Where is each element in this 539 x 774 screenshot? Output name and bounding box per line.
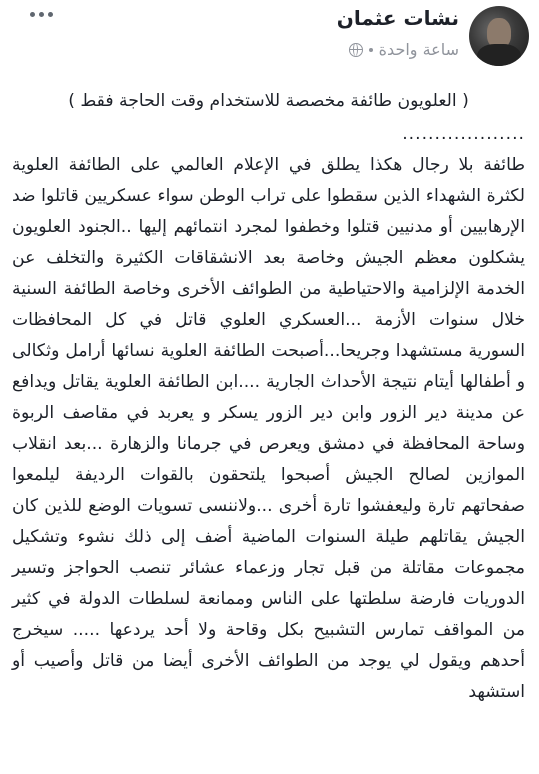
post-content [12,86,525,708]
separator-dot [369,48,373,52]
globe-icon[interactable] [349,43,363,57]
post-timestamp[interactable]: ساعة واحدة [378,40,459,59]
post-body: طائفة بلا رجال هكذا يطلق في الإعلام العالمي على الطائفة العلوية لكثرة الشهداء الذين سقطوا على تراب الوطن سواء عسكريين قاتلوا ضد الإرهابيين أو مدنيين قتلوا وخطفوا لمجرد انتمائهم إليها ..الجنود العلويون يشكلون معظم الجيش وخاصة بعد الانشقاقات الكثيرة والتخلف عن الخدمة الإلزامية والاحتياطية من الطوائف الأخرى وخاصة الطائفة السنية خلال سنوات الأزمة ...العسكري العلوي قاتل في كل المحافظات السورية مستشهدا وجريحا...أصبحت الطائفة العلوية نسائها أرامل وثكالى و أطفالها أيتام نتيجة الأحداث الجارية ....ابن الطائفة العلوية يقاتل ويدافع عن مدينة دير الزور وابن دير الزور يسكر و يعربد في مقاصف الربوة وساحة المحافظة في دمشق ويعرص في جرمانا والزهارة ...بعد انقلاب الموازين لصالح الجيش أصبحوا يلتحقون بالقوات الرديفة ليلمعوا صفحاتهم تارة وليعفشوا تارة أخرى ...ولاننسى تسويات الوضع للذين كان الجيش يقاتلهم طيلة السنوات الماضية أضف إلى ذلك نشوء وتشكيل مجموعات مقاتلة من قبل تجار وزعماء عشائر تنصب الحواجز وتسير الدوريات فارضة سلطتها على الناس وممانعة لسلطات الدولة في كثير من المواقف تمارس التشبيح بكل وقاحة ولا أحد يردعها ..... سيخرج أحدهم ويقول لي يوجد من الطوائف الأخرى أيضا من قاتل وأصيب أو استشهد [12,155,525,702]
avatar-body [477,44,521,66]
post-header [0,0,539,80]
post-meta [349,40,459,59]
post-separator: ................... [402,124,525,144]
post-title: ( العلويون طائفة مخصصة للاستخدام وقت الحاجة فقط ) [68,91,469,111]
author-name[interactable]: نشات عثمان [336,6,459,30]
more-options-icon[interactable] [30,12,53,17]
author-avatar[interactable] [469,6,529,66]
